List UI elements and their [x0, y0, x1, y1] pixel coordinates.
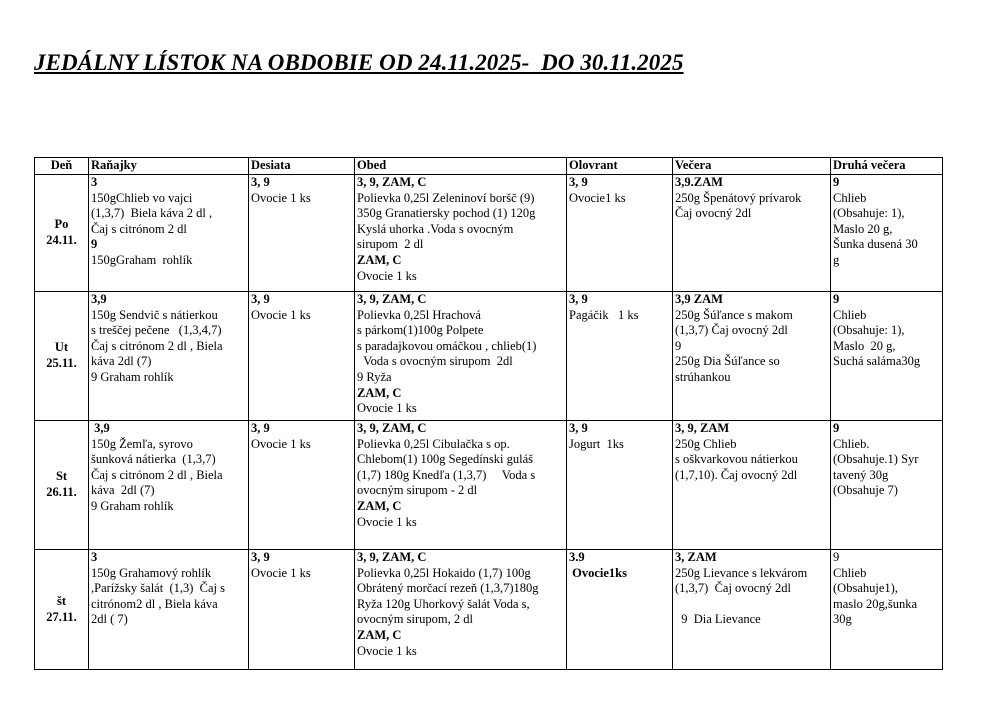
day-name: Po — [54, 217, 69, 232]
cell-line: 3,9 — [91, 292, 107, 306]
day-name: Ut — [54, 340, 69, 355]
menu-row — [35, 175, 943, 292]
cell-line: Chlieb — [833, 190, 867, 205]
header-row — [35, 158, 943, 175]
cell-line: Chlieb. — [833, 436, 870, 451]
day-date: 27.11. — [46, 609, 77, 624]
header-day: Deň — [35, 158, 89, 175]
cell-line: (1,7,10). Čaj ovocný 2dl — [675, 467, 798, 482]
cell-line: 150gChlieb vo vajci — [91, 190, 193, 205]
cell-line: Polievka 0,25l Zeleninoví boršč (9) — [357, 190, 535, 205]
cell-line: 3, 9, ZAM, C — [357, 292, 427, 306]
cell-line: Čaj ovocný 2dl — [675, 206, 752, 221]
cell-breakfast — [89, 292, 249, 421]
cell-line: Šunka dusená 30 — [833, 237, 918, 252]
cell-line: 350g Granatiersky pochod (1) 120g — [357, 206, 536, 221]
cell-line: Ovocie 1 ks — [251, 307, 311, 322]
cell-line: s párkom(1)100g Polpete — [357, 323, 484, 338]
cell-line: Voda s ovocným sirupom 2dl — [357, 354, 513, 369]
cell-line: Ryža 120g Uhorkový šalát Voda s, — [357, 596, 530, 611]
menu-table — [34, 157, 943, 670]
cell-line: 250g Lievance s lekvárom — [675, 565, 808, 580]
cell-line: 150g Sendvič s nátierkou — [91, 307, 218, 322]
cell-line: 9 Graham rohlík — [91, 369, 174, 384]
cell-line: (Obsahuje: 1), — [833, 323, 905, 338]
cell-line: Ovocie 1 ks — [251, 565, 311, 580]
cell-line: 9 — [833, 421, 840, 435]
cell-line: (Obsahuje.1) Syr — [833, 452, 919, 467]
cell-line: Ovocie1 ks — [569, 190, 626, 205]
day-cell — [35, 550, 89, 670]
cell-line: 3, 9 — [569, 175, 588, 189]
cell-second-dinner — [831, 175, 943, 292]
cell-line: 3 — [91, 550, 98, 564]
day-name: St — [55, 469, 68, 484]
cell-afternoon-snack — [567, 421, 673, 550]
cell-line: 250g Dia Šúľance so — [675, 354, 780, 369]
cell-line: ZAM, C — [357, 498, 402, 513]
cell-lunch — [355, 292, 567, 421]
cell-line: strúhankou — [675, 369, 731, 384]
cell-line: 9 — [833, 175, 840, 189]
cell-line: 9 — [91, 237, 98, 252]
cell-line: citrónom2 dl , Biela káva — [91, 596, 218, 611]
cell-line: ovocným sirupom - 2 dl — [357, 483, 478, 498]
header-breakfast: Raňajky — [89, 158, 249, 175]
cell-line: Ovocie 1 ks — [357, 643, 417, 658]
cell-dinner — [673, 292, 831, 421]
cell-breakfast — [89, 175, 249, 292]
menu-row — [35, 550, 943, 670]
cell-line: 250g Šúľance s makom — [675, 307, 793, 322]
cell-line: Maslo 20 g, — [833, 338, 896, 353]
page-title: JEDÁLNY LÍSTOK NA OBDOBIE OD 24.11.2025- DO 30.11.2025 — [34, 50, 684, 75]
cell-line: (Obsahuje: 1), — [833, 206, 905, 221]
cell-line: 3, 9, ZAM — [675, 421, 730, 435]
cell-line: 9 Dia Lievance — [675, 612, 761, 627]
cell-second-dinner — [831, 550, 943, 670]
cell-line: ovocným sirupom, 2 dl — [357, 612, 473, 627]
cell-line: Jogurt 1ks — [569, 436, 624, 451]
cell-breakfast — [89, 421, 249, 550]
cell-line: (Obsahuje1), — [833, 581, 898, 596]
cell-line: (1,3,7) Biela káva 2 dl , — [91, 206, 213, 221]
cell-line: Čaj s citrónom 2 dl , Biela — [91, 338, 223, 353]
cell-line: Polievka 0,25l Hrachová — [357, 307, 481, 322]
cell-dinner — [673, 550, 831, 670]
cell-afternoon-snack — [567, 175, 673, 292]
cell-line: ,Parížsky šalát (1,3) Čaj s — [91, 581, 226, 596]
cell-lunch — [355, 421, 567, 550]
cell-line: sirupom 2 dl — [357, 237, 424, 252]
cell-line: Čaj s citrónom 2 dl , Biela — [91, 467, 223, 482]
cell-line: (1,3,7) Čaj ovocný 2dl — [675, 581, 791, 596]
cell-lunch — [355, 175, 567, 292]
cell-line: (1,3,7) Čaj ovocný 2dl — [675, 323, 788, 338]
cell-line: 150gGraham rohlík — [91, 252, 193, 267]
cell-line: 250g Chlieb — [675, 436, 737, 451]
header-second-dinner: Druhá večera — [831, 158, 943, 175]
cell-line: Ovocie 1 ks — [251, 436, 311, 451]
cell-breakfast — [89, 550, 249, 670]
cell-dinner — [673, 175, 831, 292]
cell-line: s treščej pečene (1,3,4,7) — [91, 323, 222, 338]
day-date: 25.11. — [46, 356, 77, 370]
cell-line: 150g Grahamový rohlík — [91, 565, 212, 580]
cell-snack — [249, 175, 355, 292]
menu-row — [35, 421, 943, 550]
cell-line: káva 2dl (7) — [91, 354, 152, 369]
cell-line: 3,9.ZAM — [675, 175, 723, 189]
cell-line: 3 — [91, 175, 98, 189]
menu-row — [35, 292, 943, 421]
cell-second-dinner — [831, 421, 943, 550]
cell-line — [675, 597, 828, 613]
cell-afternoon-snack — [567, 550, 673, 670]
cell-line: 3, 9, ZAM, C — [357, 550, 427, 564]
cell-line: ZAM, C — [357, 385, 402, 400]
cell-line: s paradajkovou omáčkou , chlieb(1) — [357, 338, 537, 353]
day-cell — [35, 175, 89, 292]
cell-line: 9 Graham rohlík — [91, 498, 174, 513]
cell-line: ZAM, C — [357, 627, 402, 642]
cell-line: káva 2dl (7) — [91, 483, 155, 498]
cell-line: Polievka 0,25l Hokaido (1,7) 100g — [357, 565, 531, 580]
cell-line: Ovocie 1 ks — [251, 190, 311, 205]
cell-line: 3, 9 — [251, 292, 270, 306]
day-cell — [35, 292, 89, 421]
cell-line: 9 — [833, 550, 840, 564]
cell-line: Chlieb — [833, 565, 867, 580]
day-name: št — [56, 593, 67, 608]
cell-snack — [249, 421, 355, 550]
cell-line: 3,9 ZAM — [675, 292, 723, 306]
cell-line: Suchá saláma30g — [833, 354, 921, 369]
cell-line: 3,9 — [91, 421, 110, 435]
cell-line: Čaj s citrónom 2 dl — [91, 221, 187, 236]
cell-line: g — [833, 252, 840, 267]
cell-snack — [249, 550, 355, 670]
cell-line: 9 Ryža — [357, 369, 392, 384]
day-date: 24.11. — [46, 233, 77, 247]
cell-line: 3.9 — [569, 550, 585, 564]
cell-line: Chlieb — [833, 307, 867, 322]
cell-line: Ovocie 1 ks — [357, 401, 417, 416]
cell-afternoon-snack — [567, 292, 673, 421]
cell-line: 3, 9, ZAM, C — [357, 175, 427, 189]
cell-line: 2dl ( 7) — [91, 612, 128, 627]
cell-line: 30g — [833, 612, 852, 627]
day-date: 26.11. — [46, 485, 77, 499]
cell-line: 3, 9 — [569, 421, 588, 435]
cell-line: Ovocie 1 ks — [357, 514, 417, 529]
cell-snack — [249, 292, 355, 421]
cell-line: Ovocie 1 ks — [357, 268, 417, 283]
cell-line: Maslo 20 g, — [833, 221, 893, 236]
cell-line: 3, 9 — [251, 550, 270, 564]
header-snack: Desiata — [249, 158, 355, 175]
cell-line: maslo 20g,šunka — [833, 596, 918, 611]
cell-second-dinner — [831, 292, 943, 421]
cell-line: 3, 9 — [569, 292, 588, 306]
cell-line: Chlebom(1) 100g Segedínski guláš — [357, 452, 534, 467]
cell-line: 3, 9 — [251, 175, 270, 189]
cell-line: 3, ZAM — [675, 550, 717, 564]
cell-line: (Obsahuje 7) — [833, 483, 898, 498]
cell-line: 3, 9, ZAM, C — [357, 421, 427, 435]
cell-line: 250g Špenátový prívarok — [675, 190, 802, 205]
cell-line: ZAM, C — [357, 252, 402, 267]
header-afternoon-snack: Olovrant — [567, 158, 673, 175]
cell-line: 9 — [833, 292, 840, 306]
cell-line: 150g Žemľa, syrovo — [91, 436, 193, 451]
cell-line: Ovocie1ks — [569, 565, 627, 580]
header-dinner: Večera — [673, 158, 831, 175]
cell-line: s oškvarkovou nátierkou — [675, 452, 798, 467]
day-cell — [35, 421, 89, 550]
cell-line: Polievka 0,25l Cibulačka s op. — [357, 436, 510, 451]
header-lunch: Obed — [355, 158, 567, 175]
cell-dinner — [673, 421, 831, 550]
cell-lunch — [355, 550, 567, 670]
cell-line: (1,7) 180g Knedľa (1,3,7) Voda s — [357, 467, 536, 482]
cell-line: Obrátený morčací rezeň (1,3,7)180g — [357, 581, 539, 596]
cell-line: Kyslá uhorka .Voda s ovocným — [357, 221, 514, 236]
cell-line: šunková nátierka (1,3,7) — [91, 452, 216, 467]
cell-line: 3, 9 — [251, 421, 270, 435]
cell-line: tavený 30g — [833, 467, 889, 482]
cell-line: 9 — [675, 338, 682, 353]
cell-line: Pagáčik 1 ks — [569, 307, 639, 322]
